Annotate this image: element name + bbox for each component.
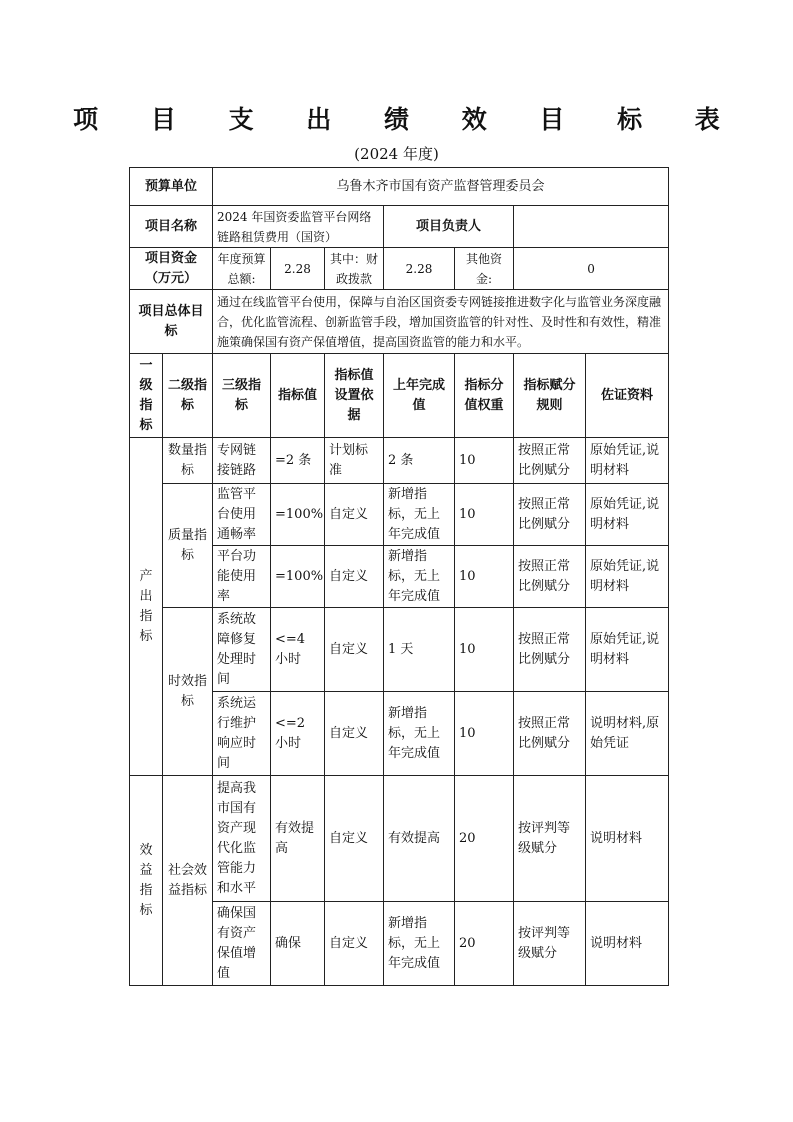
annual-budget-label: 年度预算总额: <box>213 248 271 290</box>
level3-cell: 确保国有资产保值增值 <box>213 902 271 986</box>
weight-cell: 10 <box>455 546 514 608</box>
weight-cell: 10 <box>455 438 514 484</box>
level2-quantity: 数量指标 <box>163 438 213 484</box>
goal-value: 通过在线监管平台使用，保障与自治区国资委专网链接推进数字化与监管业务深度融合，优化监管流程、创新监管手段，增加国资监管的针对性、及时性和有效性，精准施策确保国有资产保值增值，提高国资监管的能力和水平。 <box>213 290 669 354</box>
basis-cell: 自定义 <box>325 692 384 776</box>
basis-cell: 自定义 <box>325 776 384 902</box>
table-row <box>130 608 669 692</box>
value-cell: =100% <box>271 484 325 546</box>
basis-cell: 自定义 <box>325 546 384 608</box>
rule-cell: 按评判等级赋分 <box>514 776 586 902</box>
unit-label: 预算单位 <box>130 168 213 206</box>
last-year-cell: 新增指标，无上年完成值 <box>384 484 455 546</box>
level2-timeliness: 时效指标 <box>163 608 213 776</box>
last-year-cell: 新增指标，无上年完成值 <box>384 692 455 776</box>
table-row <box>130 484 669 546</box>
page-subtitle: (2024 年度) <box>354 145 439 163</box>
annual-budget-value: 2.28 <box>271 248 325 290</box>
page-title: 项 目 支 出 绩 效 目 标 表 <box>73 105 742 134</box>
goal-label: 项目总体目标 <box>130 290 213 354</box>
fiscal-label: 其中：财政拨款 <box>325 248 384 290</box>
col-header-level3: 三级指标 <box>213 354 271 438</box>
project-value: 2024 年国资委监管平台网络链路租赁费用（国资） <box>213 206 384 248</box>
value-cell: <=2 小时 <box>271 692 325 776</box>
evidence-cell: 说明材料 <box>586 902 669 986</box>
last-year-cell: 新增指标，无上年完成值 <box>384 546 455 608</box>
level1-benefit: 效益指标 <box>130 776 163 986</box>
level2-social: 社会效益指标 <box>163 776 213 986</box>
basis-cell: 自定义 <box>325 484 384 546</box>
basis-cell: 自定义 <box>325 902 384 986</box>
weight-cell: 10 <box>455 484 514 546</box>
evidence-cell: 原始凭证,说明材料 <box>586 484 669 546</box>
rule-cell: 按照正常比例赋分 <box>514 608 586 692</box>
col-header-level1: 一级指标 <box>130 354 163 438</box>
level3-cell: 系统运行维护响应时间 <box>213 692 271 776</box>
value-cell: 有效提高 <box>271 776 325 902</box>
value-cell: 确保 <box>271 902 325 986</box>
col-header-evidence: 佐证资料 <box>586 354 669 438</box>
last-year-cell: 2 条 <box>384 438 455 484</box>
evidence-cell: 原始凭证,说明材料 <box>586 608 669 692</box>
project-label: 项目名称 <box>130 206 213 248</box>
level3-cell: 平台功能使用率 <box>213 546 271 608</box>
owner-value <box>514 206 669 248</box>
col-header-level2: 二级指标 <box>163 354 213 438</box>
weight-cell: 10 <box>455 692 514 776</box>
owner-label: 项目负责人 <box>384 206 514 248</box>
col-header-rule: 指标赋分规则 <box>514 354 586 438</box>
level3-cell: 专网链接链路 <box>213 438 271 484</box>
rule-cell: 按照正常比例赋分 <box>514 484 586 546</box>
value-cell: =2 条 <box>271 438 325 484</box>
col-header-value: 指标值 <box>271 354 325 438</box>
rule-cell: 按照正常比例赋分 <box>514 438 586 484</box>
last-year-cell: 有效提高 <box>384 776 455 902</box>
weight-cell: 20 <box>455 902 514 986</box>
rule-cell: 按照正常比例赋分 <box>514 546 586 608</box>
evidence-cell: 原始凭证,说明材料 <box>586 546 669 608</box>
col-header-basis: 指标值设置依据 <box>325 354 384 438</box>
other-value: 0 <box>514 248 669 290</box>
rule-cell: 按评判等级赋分 <box>514 902 586 986</box>
performance-target-table <box>129 167 669 986</box>
evidence-cell: 原始凭证,说明材料 <box>586 438 669 484</box>
level3-cell: 监管平台使用通畅率 <box>213 484 271 546</box>
rule-cell: 按照正常比例赋分 <box>514 692 586 776</box>
other-label: 其他资金: <box>455 248 514 290</box>
col-header-last-year: 上年完成值 <box>384 354 455 438</box>
col-header-weight: 指标分值权重 <box>455 354 514 438</box>
last-year-cell: 新增指标，无上年完成值 <box>384 902 455 986</box>
evidence-cell: 说明材料 <box>586 776 669 902</box>
value-cell: =100% <box>271 546 325 608</box>
level3-cell: 系统故障修复处理时间 <box>213 608 271 692</box>
weight-cell: 20 <box>455 776 514 902</box>
basis-cell: 计划标准 <box>325 438 384 484</box>
unit-value: 乌鲁木齐市国有资产监督管理委员会 <box>213 168 669 206</box>
evidence-cell: 说明材料,原始凭证 <box>586 692 669 776</box>
table-row <box>130 438 669 484</box>
last-year-cell: 1 天 <box>384 608 455 692</box>
fund-label: 项目资金（万元） <box>130 248 213 290</box>
level3-cell: 提高我市国有资产现代化监管能力和水平 <box>213 776 271 902</box>
level1-output: 产出指标 <box>130 438 163 776</box>
level2-quality: 质量指标 <box>163 484 213 608</box>
weight-cell: 10 <box>455 608 514 692</box>
table-row <box>130 776 669 902</box>
fiscal-value: 2.28 <box>384 248 455 290</box>
basis-cell: 自定义 <box>325 608 384 692</box>
value-cell: <=4 小时 <box>271 608 325 692</box>
